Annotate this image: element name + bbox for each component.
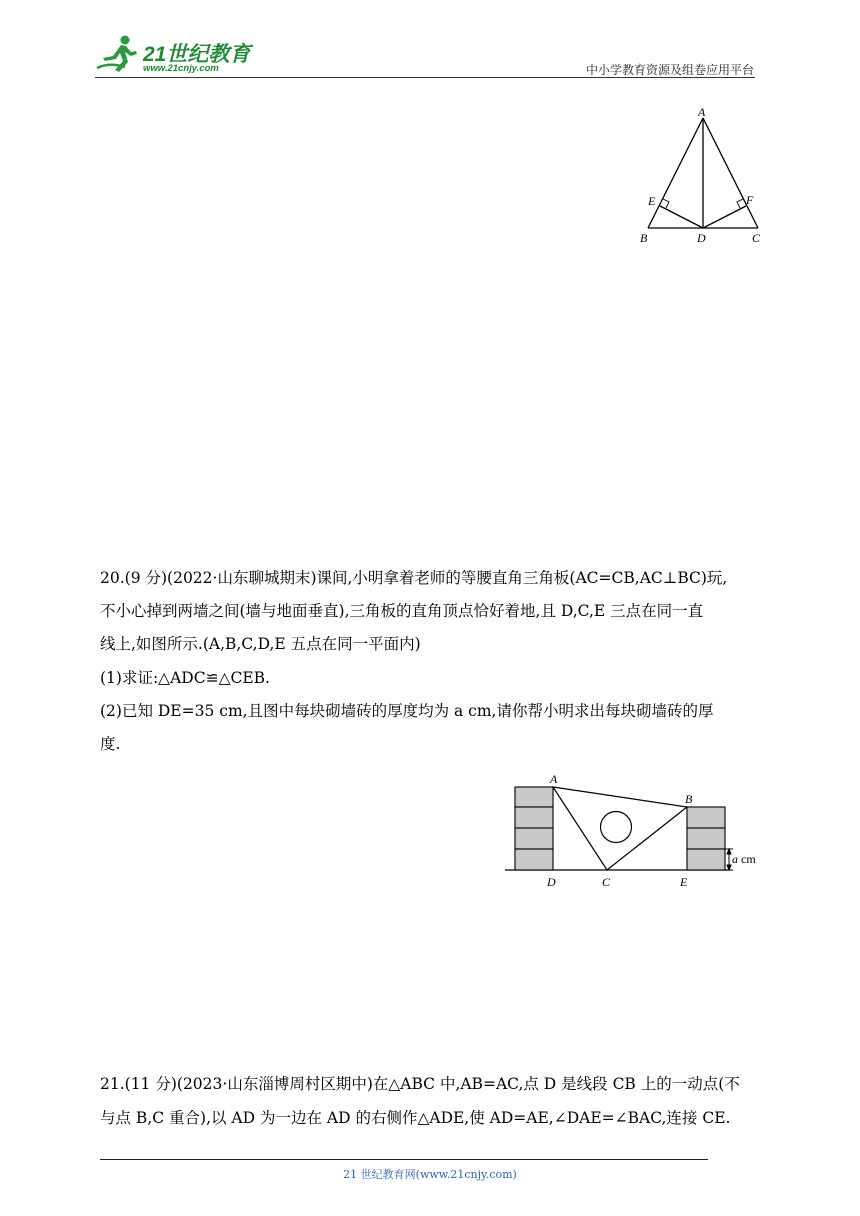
- right-wall: [687, 807, 725, 870]
- q20-line-2: 不小心掉到两墙之间(墙与地面垂直),三角板的直角顶点恰好着地,且 D,C,E 三点在同一直: [100, 602, 704, 620]
- logo: [95, 34, 265, 78]
- ruler-hole: [601, 812, 632, 843]
- label-c: C: [602, 875, 611, 889]
- q20-line-5: (2)已知 DE=35 cm,且图中每块砌墙砖的厚度均为 a cm,请你帮小明求出每块砌墙砖的厚: [100, 702, 714, 720]
- figure-19-triangle: [636, 106, 766, 246]
- label-e: E: [648, 194, 656, 208]
- figure-20-walls: [500, 770, 770, 890]
- label-d: D: [547, 875, 556, 889]
- footer-text: 21 世纪教育网(www.21cnjy.com): [343, 1168, 517, 1181]
- triangle-ruler: [553, 787, 687, 870]
- header-right-text: 中小学教育资源及组卷应用平台: [585, 63, 754, 77]
- label-d: D: [697, 231, 706, 245]
- logo-url-text: www.21cnjy.com: [143, 63, 219, 74]
- header-rule: [95, 77, 755, 78]
- q20-line-6: 度.: [100, 735, 121, 753]
- logo-main-text: 21世纪教育: [143, 43, 251, 66]
- segment-de: [660, 206, 703, 228]
- q20-line-1: 20.(9 分)(2022·山东聊城期末)课间,小明拿着老师的等腰直角三角板(AC=CB,AC⊥BC)玩,: [100, 569, 728, 587]
- label-e: E: [680, 875, 688, 889]
- q21-line-2: 与点 B,C 重合),以 AD 为一边在 AD 的右侧作△ADE,使 AD=AE,∠DAE=∠BAC,连接 CE.: [100, 1109, 731, 1127]
- label-a: A: [550, 772, 558, 786]
- left-wall: [515, 787, 553, 870]
- right-angle-mark-e: [663, 199, 669, 208]
- q20-line-4: (1)求证:△ADC≌△CEB.: [100, 669, 270, 687]
- label-a-unit-var: a: [732, 852, 738, 866]
- segment-df: [703, 206, 746, 228]
- label-f: F: [746, 193, 754, 207]
- runner-logo-icon: [95, 34, 141, 74]
- footer-rule: [100, 1159, 708, 1160]
- label-b: B: [640, 231, 648, 245]
- label-c: C: [752, 231, 761, 245]
- header: [0, 0, 860, 80]
- segment-ac: [703, 118, 758, 228]
- label-unit-cm: cm: [741, 852, 756, 866]
- segment-ab: [648, 118, 703, 228]
- right-angle-mark-f: [737, 199, 743, 208]
- q20-line-3: 线上,如图所示.(A,B,C,D,E 五点在同一平面内): [100, 635, 421, 653]
- q21-line-1: 21.(11 分)(2023·山东淄博周村区期中)在△ABC 中,AB=AC,点 D 是线段 CB 上的一动点(不: [100, 1075, 740, 1093]
- label-a: A: [698, 106, 706, 119]
- label-b: B: [685, 792, 693, 806]
